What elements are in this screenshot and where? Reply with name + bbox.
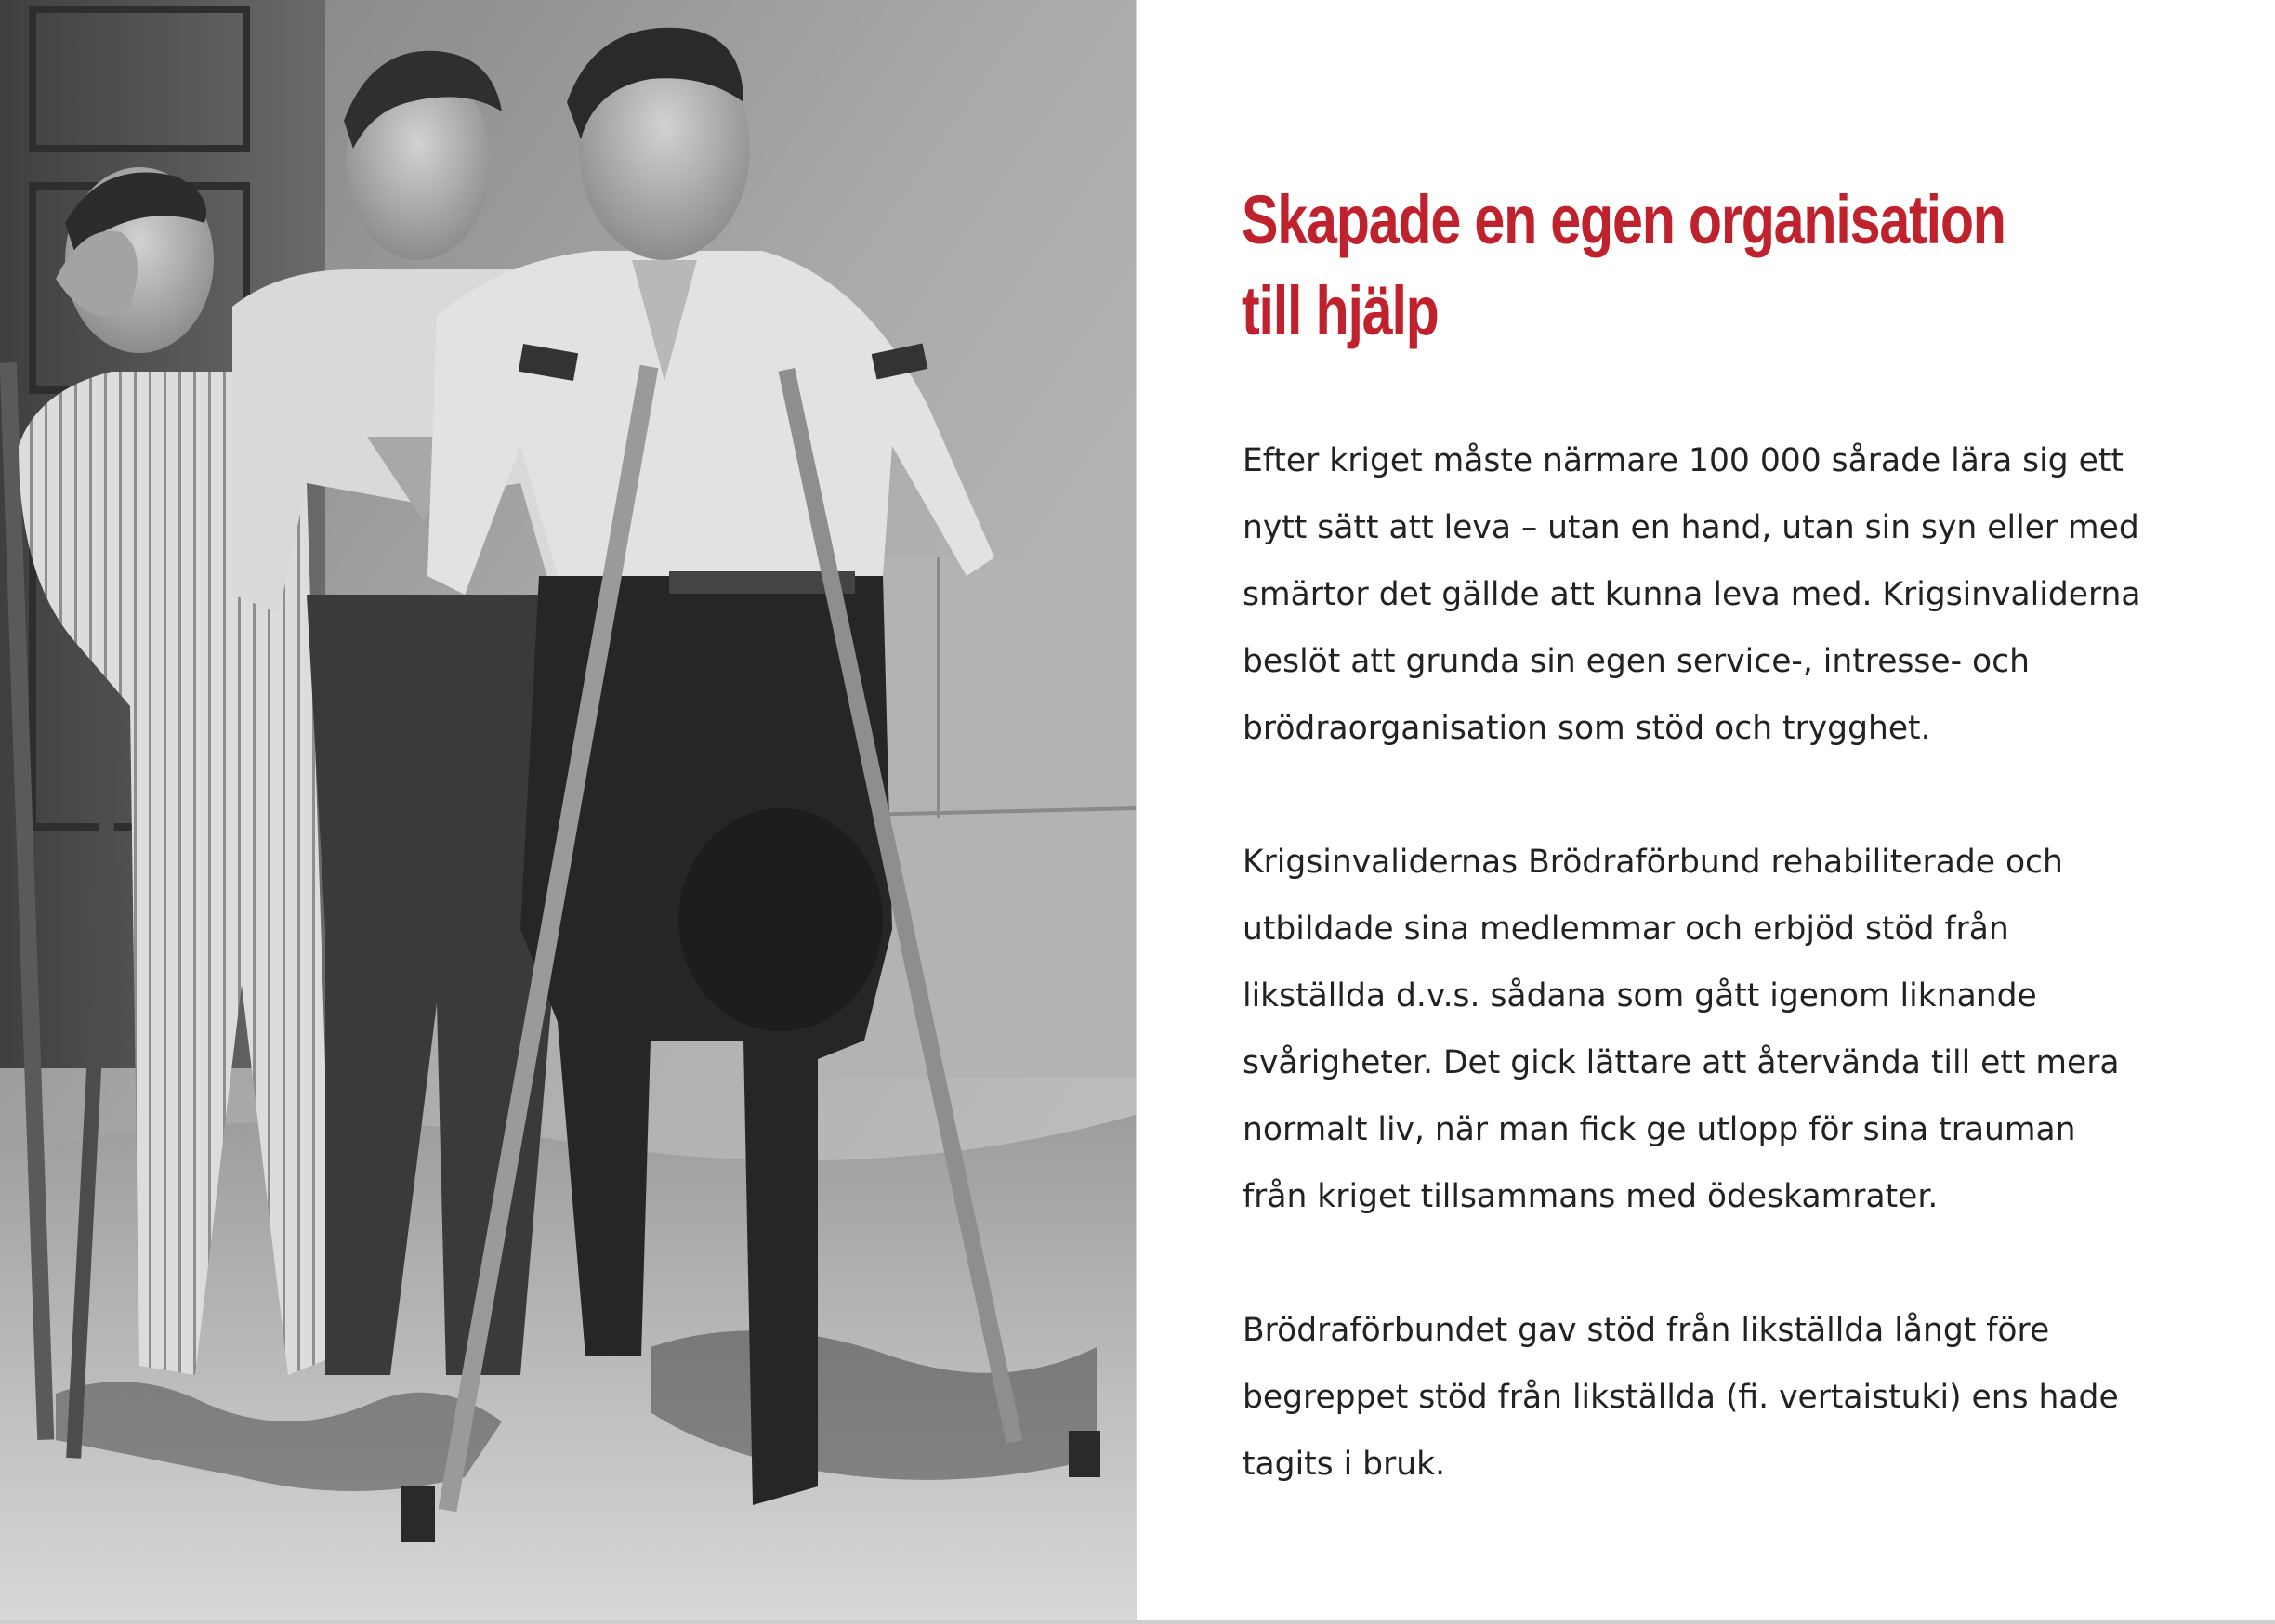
page-bottom-edge <box>0 1620 2275 1624</box>
paragraph-line: likställda d.v.s. sådana som gått igenom liknande <box>1243 977 2037 1015</box>
paragraph-line: brödraorganisation som stöd och trygghet. <box>1243 710 1931 747</box>
body-copy <box>1243 427 2228 1565</box>
heading-line: till hjälp <box>1242 272 1439 349</box>
paragraph-line: normalt liv, när man fick ge utlopp för sina trauman <box>1243 1111 2076 1148</box>
paragraph-line: Brödraförbundet gav stöd från likställda långt före <box>1243 1312 2050 1349</box>
paragraph-line: Efter kriget måste närmare 100 000 sårade lära sig ett <box>1243 442 2124 479</box>
page-heading <box>1242 175 2022 357</box>
paragraph-brotherhood <box>1243 829 2228 1230</box>
heading-line: Skapade en egen organisation <box>1242 181 2005 258</box>
veterans-photograph <box>0 0 1136 1620</box>
paragraph-line: smärtor det gällde att kunna leva med. Krigsinvaliderna <box>1243 576 2141 613</box>
paragraph-line: begreppet stöd från likställda (fi. vertaistuki) ens hade <box>1243 1379 2119 1416</box>
paragraph-line: beslöt att grunda sin egen service-, intresse- och <box>1243 643 2030 680</box>
veterans-photograph-illustration <box>0 0 1136 1620</box>
paragraph-line: Krigsinvalidernas Brödraförbund rehabiliterade och <box>1243 844 2063 881</box>
paragraph-line: svårigheter. Det gick lättare att återvända till ett mera <box>1243 1044 2120 1081</box>
paragraph-line: utbildade sina medlemmar och erbjöd stöd från <box>1243 910 2009 948</box>
text-page <box>1138 0 2275 1620</box>
paragraph-line: tagits i bruk. <box>1243 1446 1446 1483</box>
paragraph-intro <box>1243 427 2228 762</box>
paragraph-peer-support <box>1243 1297 2228 1498</box>
paragraph-line: nytt sätt att leva – utan en hand, utan sin syn eller med <box>1243 509 2139 546</box>
paragraph-line: från kriget tillsammans med ödeskamrater. <box>1243 1178 1939 1215</box>
